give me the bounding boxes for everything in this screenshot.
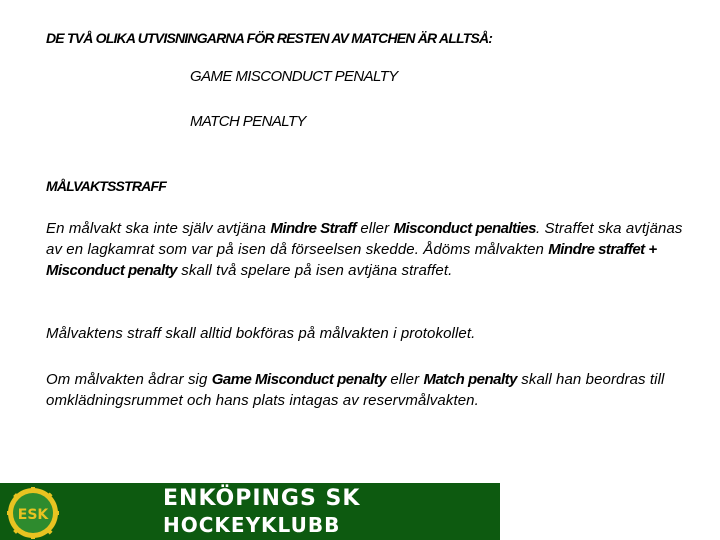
- club-name: ENKÖPINGS SK: [163, 486, 361, 511]
- bold-term: Mindre straffet + Misconduct penalty: [46, 241, 657, 279]
- text-run: . Straffet ska avtjänas av en lagkamrat som var på isen då förseelsen skedde. Ådöms målvakten: [46, 220, 683, 258]
- text-run: eller: [386, 371, 424, 388]
- penalty-match: MATCH PENALTY: [190, 113, 306, 130]
- bold-term: Match penalty: [423, 371, 517, 388]
- text-run: Om målvakten ådrar sig: [46, 371, 212, 388]
- logo-monogram: ESK: [17, 507, 49, 523]
- misconduct-paragraph: [46, 369, 686, 411]
- text-run: skall han beordras till omklädningsrummet och hans plats intagas av reservmålvakten.: [46, 371, 665, 409]
- bold-term: Mindre Straff: [270, 220, 357, 237]
- protocol-paragraph: Målvaktens straff skall alltid bokföras på målvakten i protokollet.: [46, 325, 476, 342]
- club-subtitle: HOCKEYKLUBB: [163, 513, 341, 537]
- text-run: eller: [356, 220, 394, 237]
- text-run: skall två spelare på isen avtjäna straffet.: [177, 262, 453, 279]
- page-heading: DE TVÅ OLIKA UTVISNINGARNA FÖR RESTEN AV MATCHEN ÄR ALLTSÅ:: [46, 30, 493, 46]
- club-footer-banner: [0, 483, 500, 540]
- bold-term: Game Misconduct penalty: [211, 371, 387, 388]
- penalty-game-misconduct: GAME MISCONDUCT PENALTY: [190, 68, 398, 85]
- goalie-penalty-paragraph: [46, 218, 686, 281]
- section-title: MÅLVAKTSSTRAFF: [46, 178, 166, 194]
- club-logo-icon: [2, 485, 64, 540]
- bold-term: Misconduct penalties: [393, 220, 536, 237]
- text-run: En målvakt ska inte själv avtjäna: [46, 220, 271, 237]
